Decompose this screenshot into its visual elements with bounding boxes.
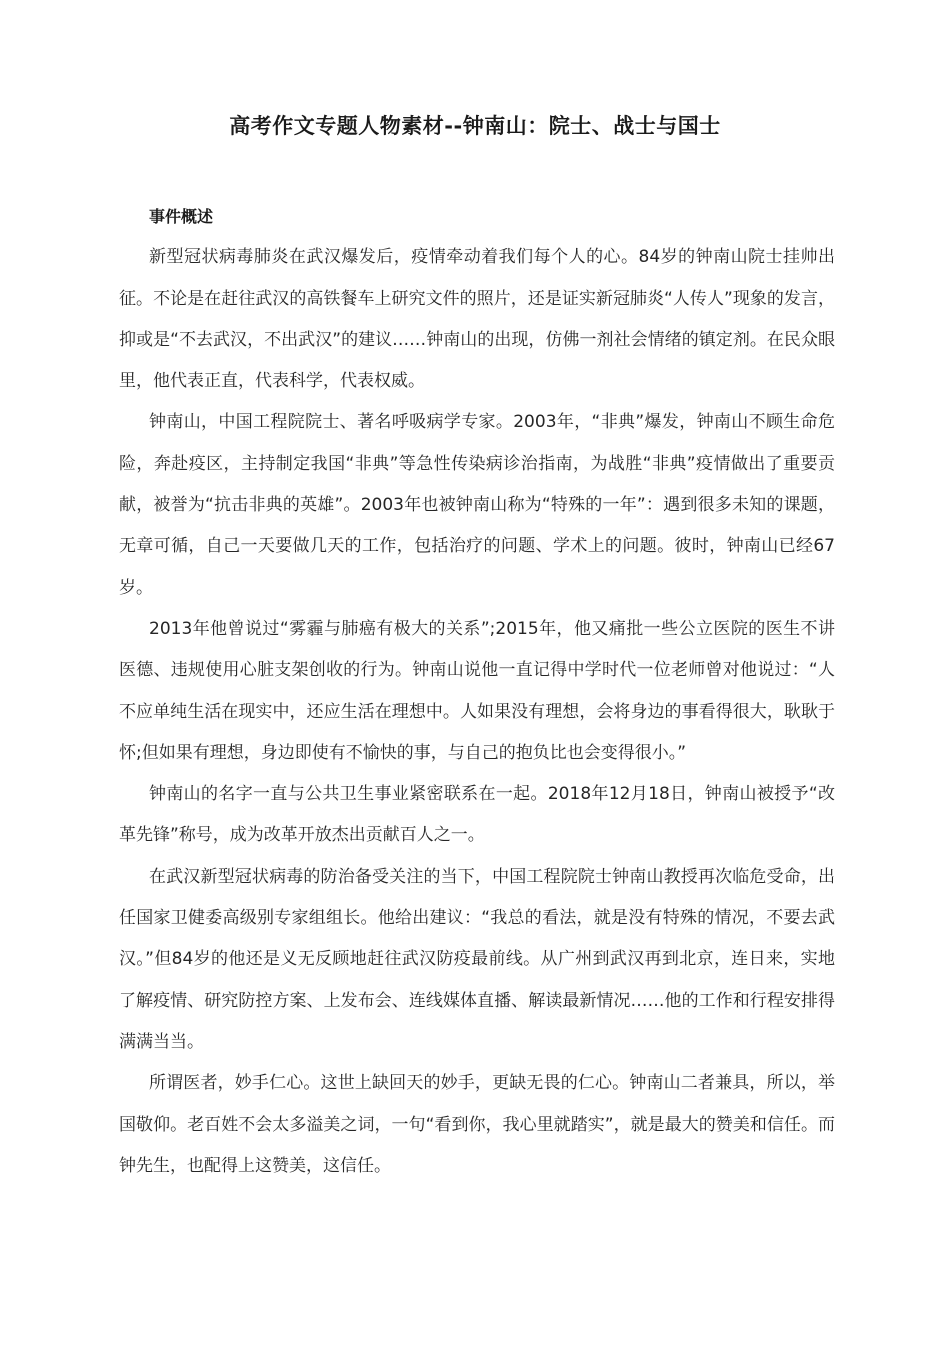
paragraph-1: 新型冠状病毒肺炎在武汉爆发后，疫情牵动着我们每个人的心。84岁的钟南山院士挂帅出征。不论是在赶往武汉的高铁餐车上研究文件的照片，还是证实新冠肺炎“人传人”现象的发言，抑或是“不去武汉，不出武汉”的建议……钟南山的出现，仿佛一剂社会情绪的镇定剂。在民众眼里，他代表正直，代表科学，代表权威。 bbox=[119, 247, 835, 392]
paragraph-2: 钟南山，中国工程院院士、著名呼吸病学专家。2003年，“非典”爆发，钟南山不顾生命危险，奔赴疫区，主持制定我国“非典”等急性传染病诊治指南，为战胜“非典”疫情做出了重要贡献，被誉为“抗击非典的英雄”。2003年也被钟南山称为“特殊的一年”：遇到很多未知的课题，无章可循，自己一天要做几天的工作，包括治疗的问题、学术上的问题。彼时，钟南山已经67岁。 bbox=[119, 412, 835, 598]
paragraph-3: 2013年他曾说过“雾霾与肺癌有极大的关系”;2015年，他又痛批一些公立医院的医生不讲医德、违规使用心脏支架创收的行为。钟南山说他一直记得中学时代一位老师曾对他说过：“人不应单纯生活在现实中，还应生活在理想中。人如果没有理想，会将身边的事看得很大，耿耿于怀;但如果有理想，身边即使有不愉快的事，与自己的抱负比也会变得很小。” bbox=[119, 618, 835, 763]
paragraph-4: 钟南山的名字一直与公共卫生事业紧密联系在一起。2018年12月18日，钟南山被授予“改革先锋”称号，成为改革开放杰出贡献百人之一。 bbox=[119, 784, 835, 846]
section-heading: 事件概述 bbox=[149, 207, 214, 226]
document-body bbox=[119, 196, 835, 1187]
paragraph-6: 所谓医者，妙手仁心。这世上缺回天的妙手，更缺无畏的仁心。钟南山二者兼具，所以，举国敬仰。老百姓不会太多溢美之词，一句“看到你，我心里就踏实”，就是最大的赞美和信任。而钟先生，也配得上这赞美，这信任。 bbox=[119, 1073, 835, 1176]
document-title: 高考作文专题人物素材--钟南山：院士、战士与国士 bbox=[229, 114, 721, 138]
paragraph-5: 在武汉新型冠状病毒的防治备受关注的当下，中国工程院院士钟南山教授再次临危受命，出任国家卫健委高级别专家组组长。他给出建议：“我总的看法，就是没有特殊的情况，不要去武汉。”但84岁的他还是义无反顾地赶往武汉防疫最前线。从广州到武汉再到北京，连日来，实地了解疫情、研究防控方案、上发布会、连线媒体直播、解读最新情况……他的工作和行程安排得满满当当。 bbox=[119, 866, 835, 1052]
